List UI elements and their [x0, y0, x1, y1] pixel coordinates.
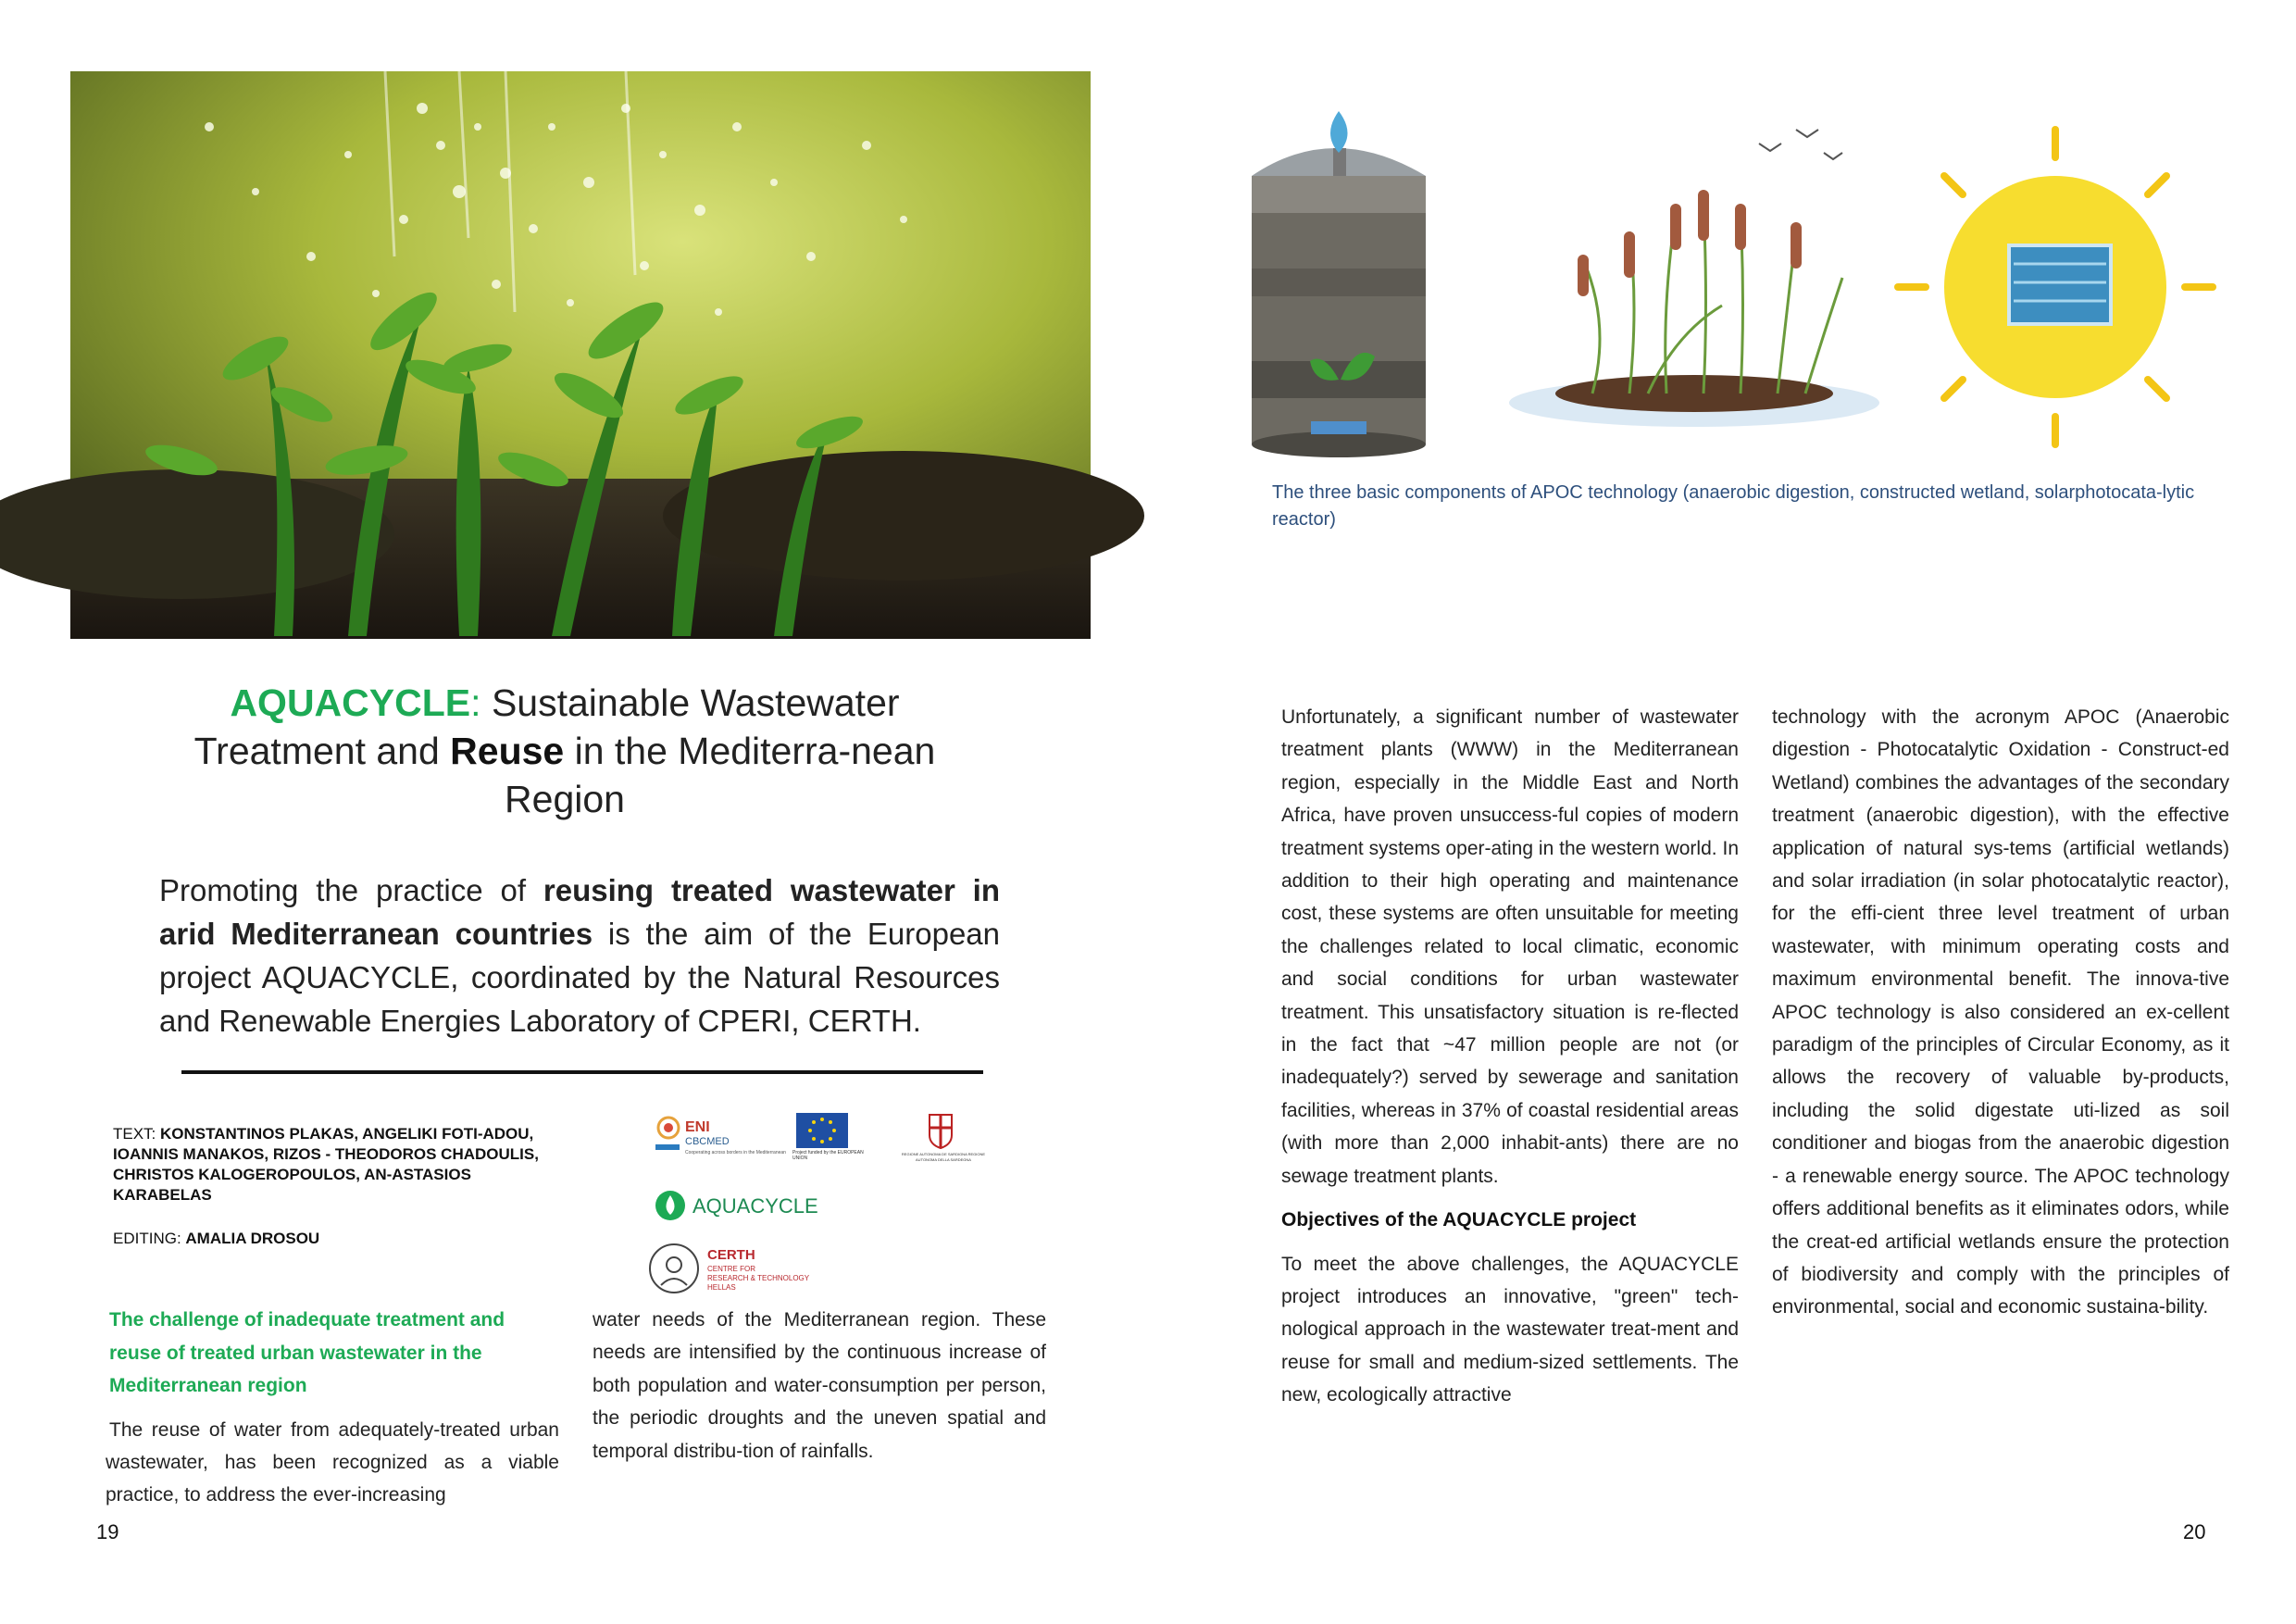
col3-paragraph-2: To meet the above challenges, the AQUACYCLE project introduces an innovative, "green" tech-nological approach in the wastewater treat-ment and reuse for small and medium-sized settlements. The new, ecologically attractive — [1281, 1253, 1739, 1406]
title-part1: Sustainable Wastewater Treatment and — [193, 681, 900, 772]
challenge-subhead: The challenge of inadequate treatment and reuse of treated urban wastewater in the Mediterranean region — [109, 1309, 505, 1396]
page-number-left: 19 — [96, 1520, 119, 1543]
column-1 — [106, 1304, 559, 1512]
apoc-components-illustration — [1241, 102, 2240, 472]
column-2 — [593, 1304, 1046, 1468]
lead-paragraph — [159, 868, 1000, 1043]
sardegna-region-logo: REGIONE AUTONOMA DE SARDIGNA REGIONE AUTONOMA DELLA SARDEGNA — [894, 1111, 992, 1168]
svg-text:CBCMED: CBCMED — [685, 1136, 730, 1147]
eu-flag-logo: Project funded by the EUROPEAN UNION — [792, 1111, 867, 1168]
aquacycle-logo — [654, 1187, 839, 1224]
lead-bold: reusing treated wastewater in arid Mediterranean countries — [159, 873, 1000, 951]
article-title — [185, 679, 944, 823]
page-number-right: 20 — [2183, 1520, 2206, 1543]
svg-text:Cooperating across borders in: Cooperating across borders in the Mediterranean — [685, 1150, 786, 1156]
divider-rule — [181, 1070, 983, 1074]
solar-photocatalytic-reactor-drawing — [1898, 130, 2213, 444]
column-3 — [1281, 701, 1739, 1412]
editing-name: AMALIA DROSOU — [185, 1230, 320, 1247]
constructed-wetland-drawing — [1509, 130, 1879, 427]
author-names: KONSTANTINOS PLAKAS, ANGELIKI FOTI-ADOU, IOANNIS MANAKOS, RIZOS - THEODOROS CHADOULIS, CHRISTOS KALOGEROPOULOS, AN-ASTASIOS KARABELAS — [113, 1125, 539, 1204]
col1-paragraph: The reuse of water from adequately-treated urban wastewater, has been recognized as a viable practice, to address the ever-increasing — [106, 1418, 559, 1506]
svg-text:CENTRE FOR: CENTRE FOR — [707, 1265, 755, 1273]
editing-credit — [113, 1230, 539, 1248]
eni-cbcmed-logo — [654, 1111, 786, 1167]
svg-text:ENI: ENI — [685, 1119, 710, 1135]
col4-paragraph: technology with the acronym APOC (Anaerobic digestion - Photocatalytic Oxidation - Construct-ed Wetland) combines the advantages of the secondary treatment (anaerobic digestion), with the effective application of natural sys-tems (artificial wetlands) and solar irradiation (in solar photocatalytic reactor), for the effi-cient three level treatment of urban wastewater, with minimum operating costs and maximum environmental benefit. The innova-tive APOC technology is also considered an ex-cellent paradigm of the principles of Circular Economy, as it allows the recovery of valuable by-products, including the solid digestate uti-lized as soil conditioner and biogas from the anaerobic digestion - a renewable energy source. The APOC technology offers additional benefits as it eliminates odors, while the creat-ed artificial wetlands ensure the protection of biodiversity and comply with the principles of environmental, social and economic sustaina-bility. — [1772, 706, 2229, 1318]
svg-text:AQUACYCLE: AQUACYCLE — [693, 1194, 818, 1218]
svg-text:HELLAS: HELLAS — [707, 1283, 736, 1292]
editing-label: EDITING: — [113, 1230, 186, 1247]
anaerobic-digester-drawing — [1252, 111, 1426, 457]
author-credits — [113, 1124, 539, 1206]
col2-paragraph: water needs of the Mediterranean region. These needs are intensified by the continuous increase of both population and water-consumption per person, the periodic droughts and the uneven spatial and temporal distribu-tion of rainfalls. — [593, 1309, 1046, 1462]
illustration-caption: The three basic components of APOC technology (anaerobic digestion, constructed wetland, solarphotocata-lytic reactor) — [1272, 482, 2195, 530]
col3-paragraph-1: Unfortunately, a significant number of wastewater treatment plants (WWW) in the Mediterranean region, especially in the Middle East and North Africa, have proven unsuccess-ful copies of modern treatment systems oper-ating in the western world. In addition to their high operating and maintenance cost, these systems are often unsuitable for meeting the challenges related to local climatic, economic and social conditions for urban wastewater treatment. This unsatisfactory situation is re-flected in the fact that ~47 million people are not (or inadequately?) served by sewerage and sanitation facilities, whereas in 37% of coastal residential areas (with more than 2,000 inhabit-ants) there are no sewage treatment plants. — [1281, 706, 1739, 1187]
lead-t1: Promoting the practice of — [159, 873, 543, 907]
objectives-subhead: Objectives of the AQUACYCLE project — [1281, 1209, 1637, 1231]
certh-logo — [646, 1239, 831, 1298]
title-bold: Reuse — [450, 730, 565, 772]
title-colon: : — [470, 681, 481, 724]
svg-text:CERTH: CERTH — [707, 1247, 755, 1263]
title-brand: AQUACYCLE — [230, 681, 471, 724]
column-4 — [1772, 701, 2229, 1324]
text-label: TEXT: — [113, 1125, 161, 1143]
title-part2: in the Mediterra-nean Region — [505, 730, 936, 820]
svg-text:RESEARCH & TECHNOLOGY: RESEARCH & TECHNOLOGY — [707, 1274, 810, 1282]
hero-photo-plants-water — [70, 71, 1091, 639]
lead-t2: is the aim of the European project AQUACYCLE, coordinated by the Natural Resources and Renewable Energies Laboratory of CPERI, CERTH. — [159, 917, 1000, 1038]
